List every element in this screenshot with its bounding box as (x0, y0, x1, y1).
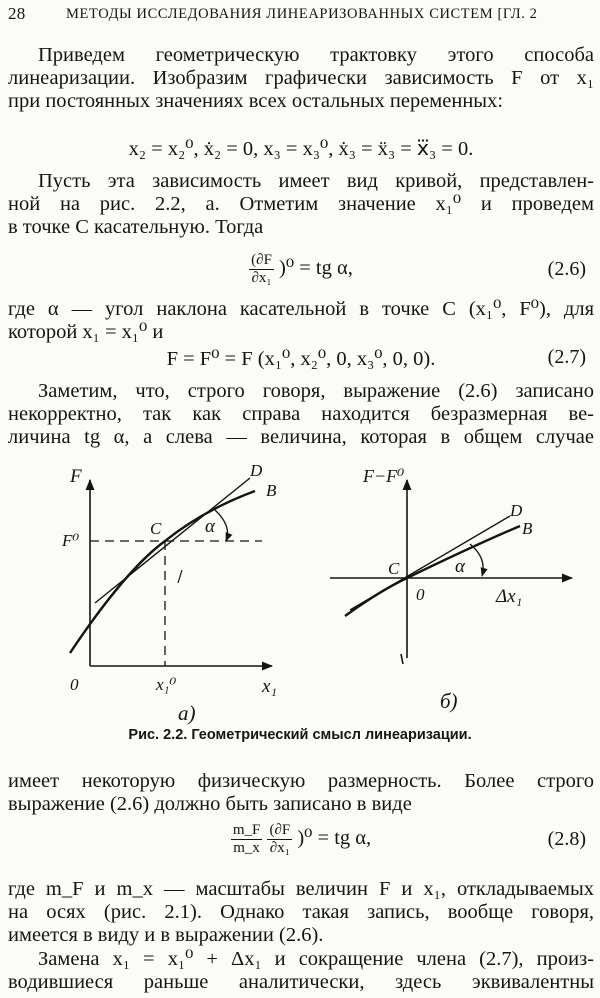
fraction-denominator: ∂x₁ (269, 840, 290, 856)
y-axis-label: F−F⁰ (363, 466, 405, 486)
fraction-denominator: m_x (233, 840, 260, 856)
equation-number: (2.7) (547, 346, 586, 368)
equation-rhs: )⁰ = tg α, (297, 827, 372, 850)
fraction-numerator: (∂F (269, 822, 291, 838)
point-c-label: C (150, 519, 162, 538)
curve-b-label: B (522, 519, 533, 538)
paragraph-7 (8, 948, 594, 994)
panel-b (330, 480, 572, 664)
equation-2-6 (8, 252, 594, 287)
point-c-label: C (388, 559, 400, 578)
paragraph-5 (8, 770, 594, 816)
fraction-numerator: (∂F (251, 252, 272, 268)
text-line: Заметим, что, строго говоря, выражение (2.6) записано (38, 380, 594, 402)
fraction-denominator: ∂x₁ (251, 270, 272, 286)
tangent-d-label: D (250, 461, 263, 480)
paragraph-4 (8, 380, 594, 449)
page-header (8, 4, 594, 28)
paragraph-3 (8, 298, 594, 344)
paragraph-6 (8, 878, 594, 947)
equation-conditions (8, 136, 594, 161)
figure-caption: Рис. 2.2. Геометрический смысл линеаризации. (128, 727, 472, 743)
derivative-fraction (267, 822, 292, 857)
tangent-d (350, 516, 510, 610)
paragraph-1 (8, 44, 594, 113)
text-line: при постоянных значениях всех остальных переменных: (8, 90, 504, 112)
paragraph-2 (8, 170, 594, 239)
equation-rhs: )⁰ = tg α, (279, 257, 353, 280)
text-line: водившиеся раньше аналитически, здесь эквивалентны (8, 971, 594, 993)
alpha-label: α (205, 516, 215, 537)
f0-label: F⁰ (62, 531, 80, 550)
curve-b (70, 491, 255, 653)
origin-label: 0 (416, 585, 425, 604)
text-line: Замена x₁ = x₁⁰ + Δx₁ и сокращение члена (2.7), произ- (38, 948, 594, 970)
text-line: личина tg α, а слева — величина, которая в общем случае (8, 426, 594, 448)
curve-b (345, 526, 523, 616)
text-line: в точке C касательную. Тогда (8, 216, 264, 238)
panel-a (70, 478, 272, 666)
figure-linearization (0, 458, 600, 758)
panel-a-label: а) (178, 701, 196, 725)
panel-b-label: б) (440, 689, 458, 713)
text-line: на осях (рис. 2.1). Однако такая запись, вообще говоря, (8, 901, 594, 923)
x0-label: x₁⁰ (156, 675, 177, 694)
panel-a-labels (61, 461, 277, 725)
text-line: линеаризации. Изобразим графически зависимость F от x₁ (8, 67, 594, 89)
alpha-arc (470, 544, 483, 576)
running-title: МЕТОДЫ ИССЛЕДОВАНИЯ ЛИНЕАРИЗОВАННЫХ СИСТЕМ [ГЛ. 2 (66, 6, 538, 22)
equation-number: (2.8) (547, 828, 586, 850)
curve-b-label: B (266, 481, 277, 500)
text-line: имеет некоторую физическую размерность. Более строго (8, 770, 594, 792)
mark (401, 654, 403, 664)
derivative-fraction (249, 252, 274, 287)
text-line: где α — угол наклона касательной в точке C (x₁⁰, F⁰), для (8, 298, 594, 320)
text-line: некорректно, так как справа находится безразмерная ве- (8, 403, 594, 425)
tangent-d-label: D (510, 501, 523, 520)
x-axis-label: Δx₁ (496, 586, 523, 607)
page-number: 28 (8, 4, 26, 23)
text-line: которой x₁ = x₁⁰ и (8, 321, 164, 343)
text-line: выражение (2.6) должно быть записано в виде (8, 793, 412, 815)
equation-2-7 (8, 346, 594, 371)
x-axis-label: x₁ (262, 676, 278, 697)
scale-fraction (231, 822, 263, 857)
y-axis-label: F (70, 466, 82, 487)
equation-text: F = F⁰ = F (x₁⁰, x₂⁰, 0, x₃⁰, 0, 0). (166, 348, 436, 370)
text-line: Пусть эта зависимость имеет вид кривой, представлен- (38, 170, 594, 192)
mark (178, 570, 182, 583)
equation-number: (2.6) (547, 258, 586, 280)
text-line: ной на рис. 2.2, а. Отметим значение x₁⁰ и проведем (8, 193, 594, 215)
equation-2-8 (8, 822, 594, 857)
alpha-label: α (455, 556, 465, 577)
equation-text: x₂ = x₂⁰, ẋ₂ = 0, x₃ = x₃⁰, ẋ₃ = ẍ₃ = x⃛₃ = 0. (128, 138, 474, 160)
text-line: Приведем геометрическую трактовку этого способа (38, 44, 594, 66)
fraction-numerator: m_F (232, 822, 261, 838)
text-line: имеется в виду и в выражении (2.6). (8, 924, 324, 946)
origin-label: 0 (70, 675, 79, 694)
text-line: где m_F и m_x — масштабы величин F и x₁, откладываемых (8, 878, 594, 900)
alpha-arc (215, 510, 228, 541)
